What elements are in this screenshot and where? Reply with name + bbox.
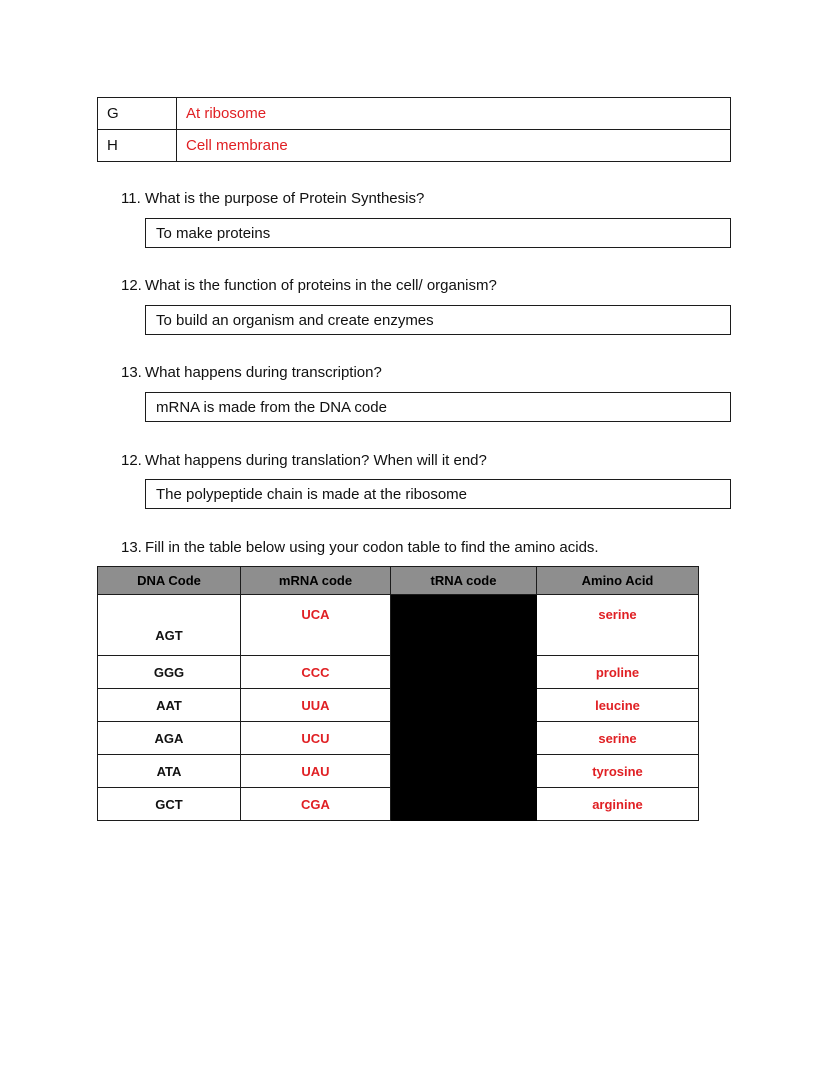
definition-answer-cell: Cell membrane [177,130,731,162]
mrna-code-cell: CGA [241,788,391,821]
dna-code-cell: AGA [98,722,241,755]
dna-code-cell: GGG [98,656,241,689]
dna-code-cell: ATA [98,755,241,788]
codon-row [98,755,699,788]
header-trna-code: tRNA code [391,567,537,595]
question-number: 12. [121,277,142,294]
amino-acid-cell: proline [537,656,699,689]
definition-answer-cell: At ribosome [177,98,731,130]
trna-redacted-cell [391,689,537,722]
question-text: What is the purpose of Protein Synthesis? [145,190,425,207]
trna-redacted-cell [391,755,537,788]
question-line [121,539,599,556]
dna-code-cell: AAT [98,689,241,722]
codon-row [98,595,699,656]
question-number: 12. [121,452,142,469]
dna-code-cell: GCT [98,788,241,821]
question-line [121,277,497,294]
question-number: 13. [121,539,142,556]
codon-row [98,722,699,755]
letter-cell: H [98,130,177,162]
dna-code-cell: AGT [98,595,241,656]
codon-row [98,656,699,689]
trna-redacted-cell [391,722,537,755]
mrna-code-cell: UCU [241,722,391,755]
answer-box [145,305,731,335]
answer-text: The polypeptide chain is made at the ribosome [156,485,468,503]
trna-redacted-cell [391,788,537,821]
question-line [121,452,487,469]
question-line [121,364,382,381]
answer-text: To make proteins [156,224,271,242]
answer-text: To build an organism and create enzymes [156,311,434,329]
question-number: 13. [121,364,142,381]
mrna-code-cell: UUA [241,689,391,722]
letter-cell: G [98,98,177,130]
header-mrna-code: mRNA code [241,567,391,595]
header-amino-acid: Amino Acid [537,567,699,595]
trna-redacted-cell [391,595,537,656]
question-line [121,190,424,207]
codon-table [97,566,699,821]
question-text: What happens during transcription? [145,364,382,381]
codon-row [98,788,699,821]
question-text: Fill in the table below using your codon table to find the amino acids. [145,539,599,556]
mrna-code-cell: CCC [241,656,391,689]
header-dna-code: DNA Code [98,567,241,595]
mrna-code-cell: UAU [241,755,391,788]
answer-text: mRNA is made from the DNA code [156,398,387,416]
amino-acid-cell: arginine [537,788,699,821]
amino-acid-cell: serine [537,595,699,656]
question-number: 11. [121,190,141,207]
answer-box [145,392,731,422]
codon-row [98,689,699,722]
answer-box [145,218,731,248]
codon-table-header-row [98,567,699,595]
amino-acid-cell: leucine [537,689,699,722]
question-text: What happens during translation? When will it end? [145,452,487,469]
mrna-code-cell: UCA [241,595,391,656]
trna-redacted-cell [391,656,537,689]
definitions-table [97,97,731,162]
amino-acid-cell: serine [537,722,699,755]
question-text: What is the function of proteins in the cell/ organism? [145,277,497,294]
table-row [98,98,731,130]
answer-box [145,479,731,509]
table-row [98,130,731,162]
amino-acid-cell: tyrosine [537,755,699,788]
